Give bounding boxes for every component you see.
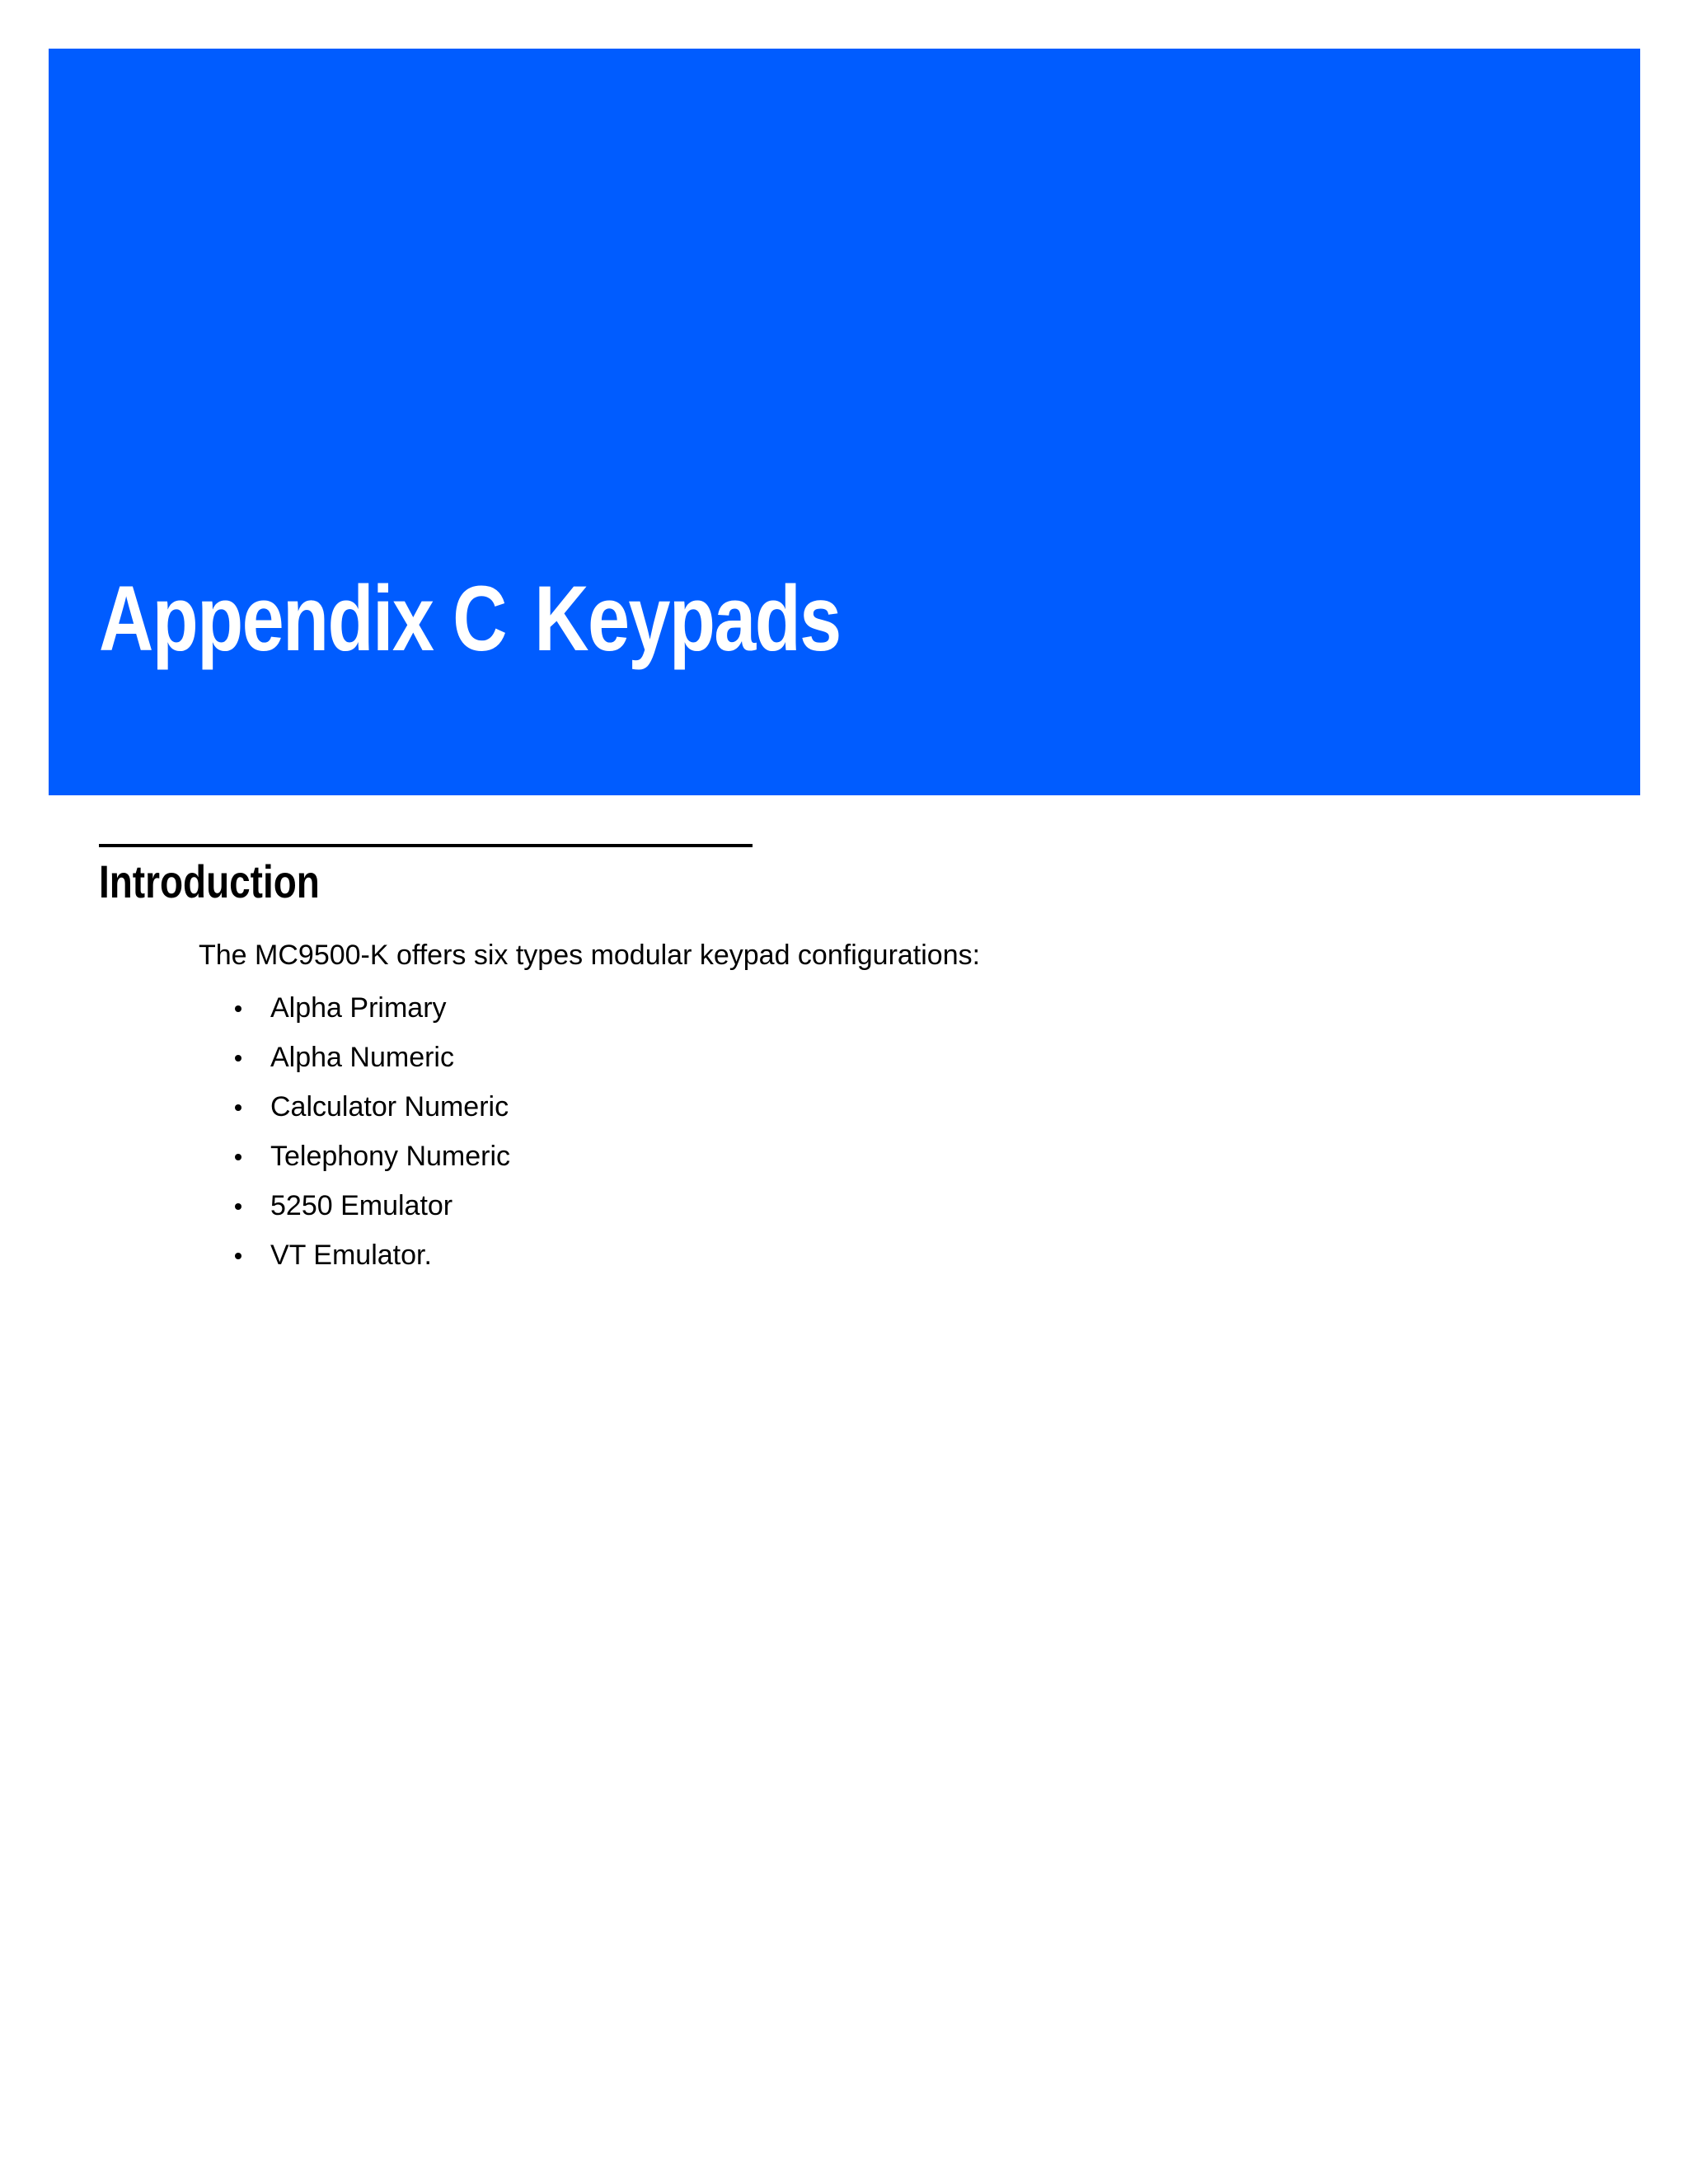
bullet-icon	[235, 1005, 241, 1012]
intro-paragraph: The MC9500-K offers six types modular keypad configurations:	[199, 940, 981, 971]
chapter-name: Keypads	[534, 567, 841, 670]
section-title: Introduction	[99, 855, 320, 907]
bullet-icon	[235, 1104, 241, 1111]
section-divider	[99, 844, 753, 847]
list-item-text: Alpha Numeric	[270, 1042, 454, 1073]
list-item-text: Calculator Numeric	[270, 1091, 509, 1122]
bullet-icon	[235, 1055, 241, 1062]
chapter-label: Appendix C	[99, 567, 506, 670]
list-item-text: Alpha Primary	[270, 992, 447, 1024]
chapter-banner	[49, 49, 1640, 795]
bullet-icon	[235, 1154, 241, 1160]
chapter-title	[99, 567, 841, 670]
bullet-icon	[235, 1253, 241, 1259]
bullet-icon	[235, 1203, 241, 1210]
list-item-text: 5250 Emulator	[270, 1190, 453, 1221]
list-item-text: Telephony Numeric	[270, 1141, 511, 1172]
list-item-text: VT Emulator.	[270, 1240, 432, 1271]
